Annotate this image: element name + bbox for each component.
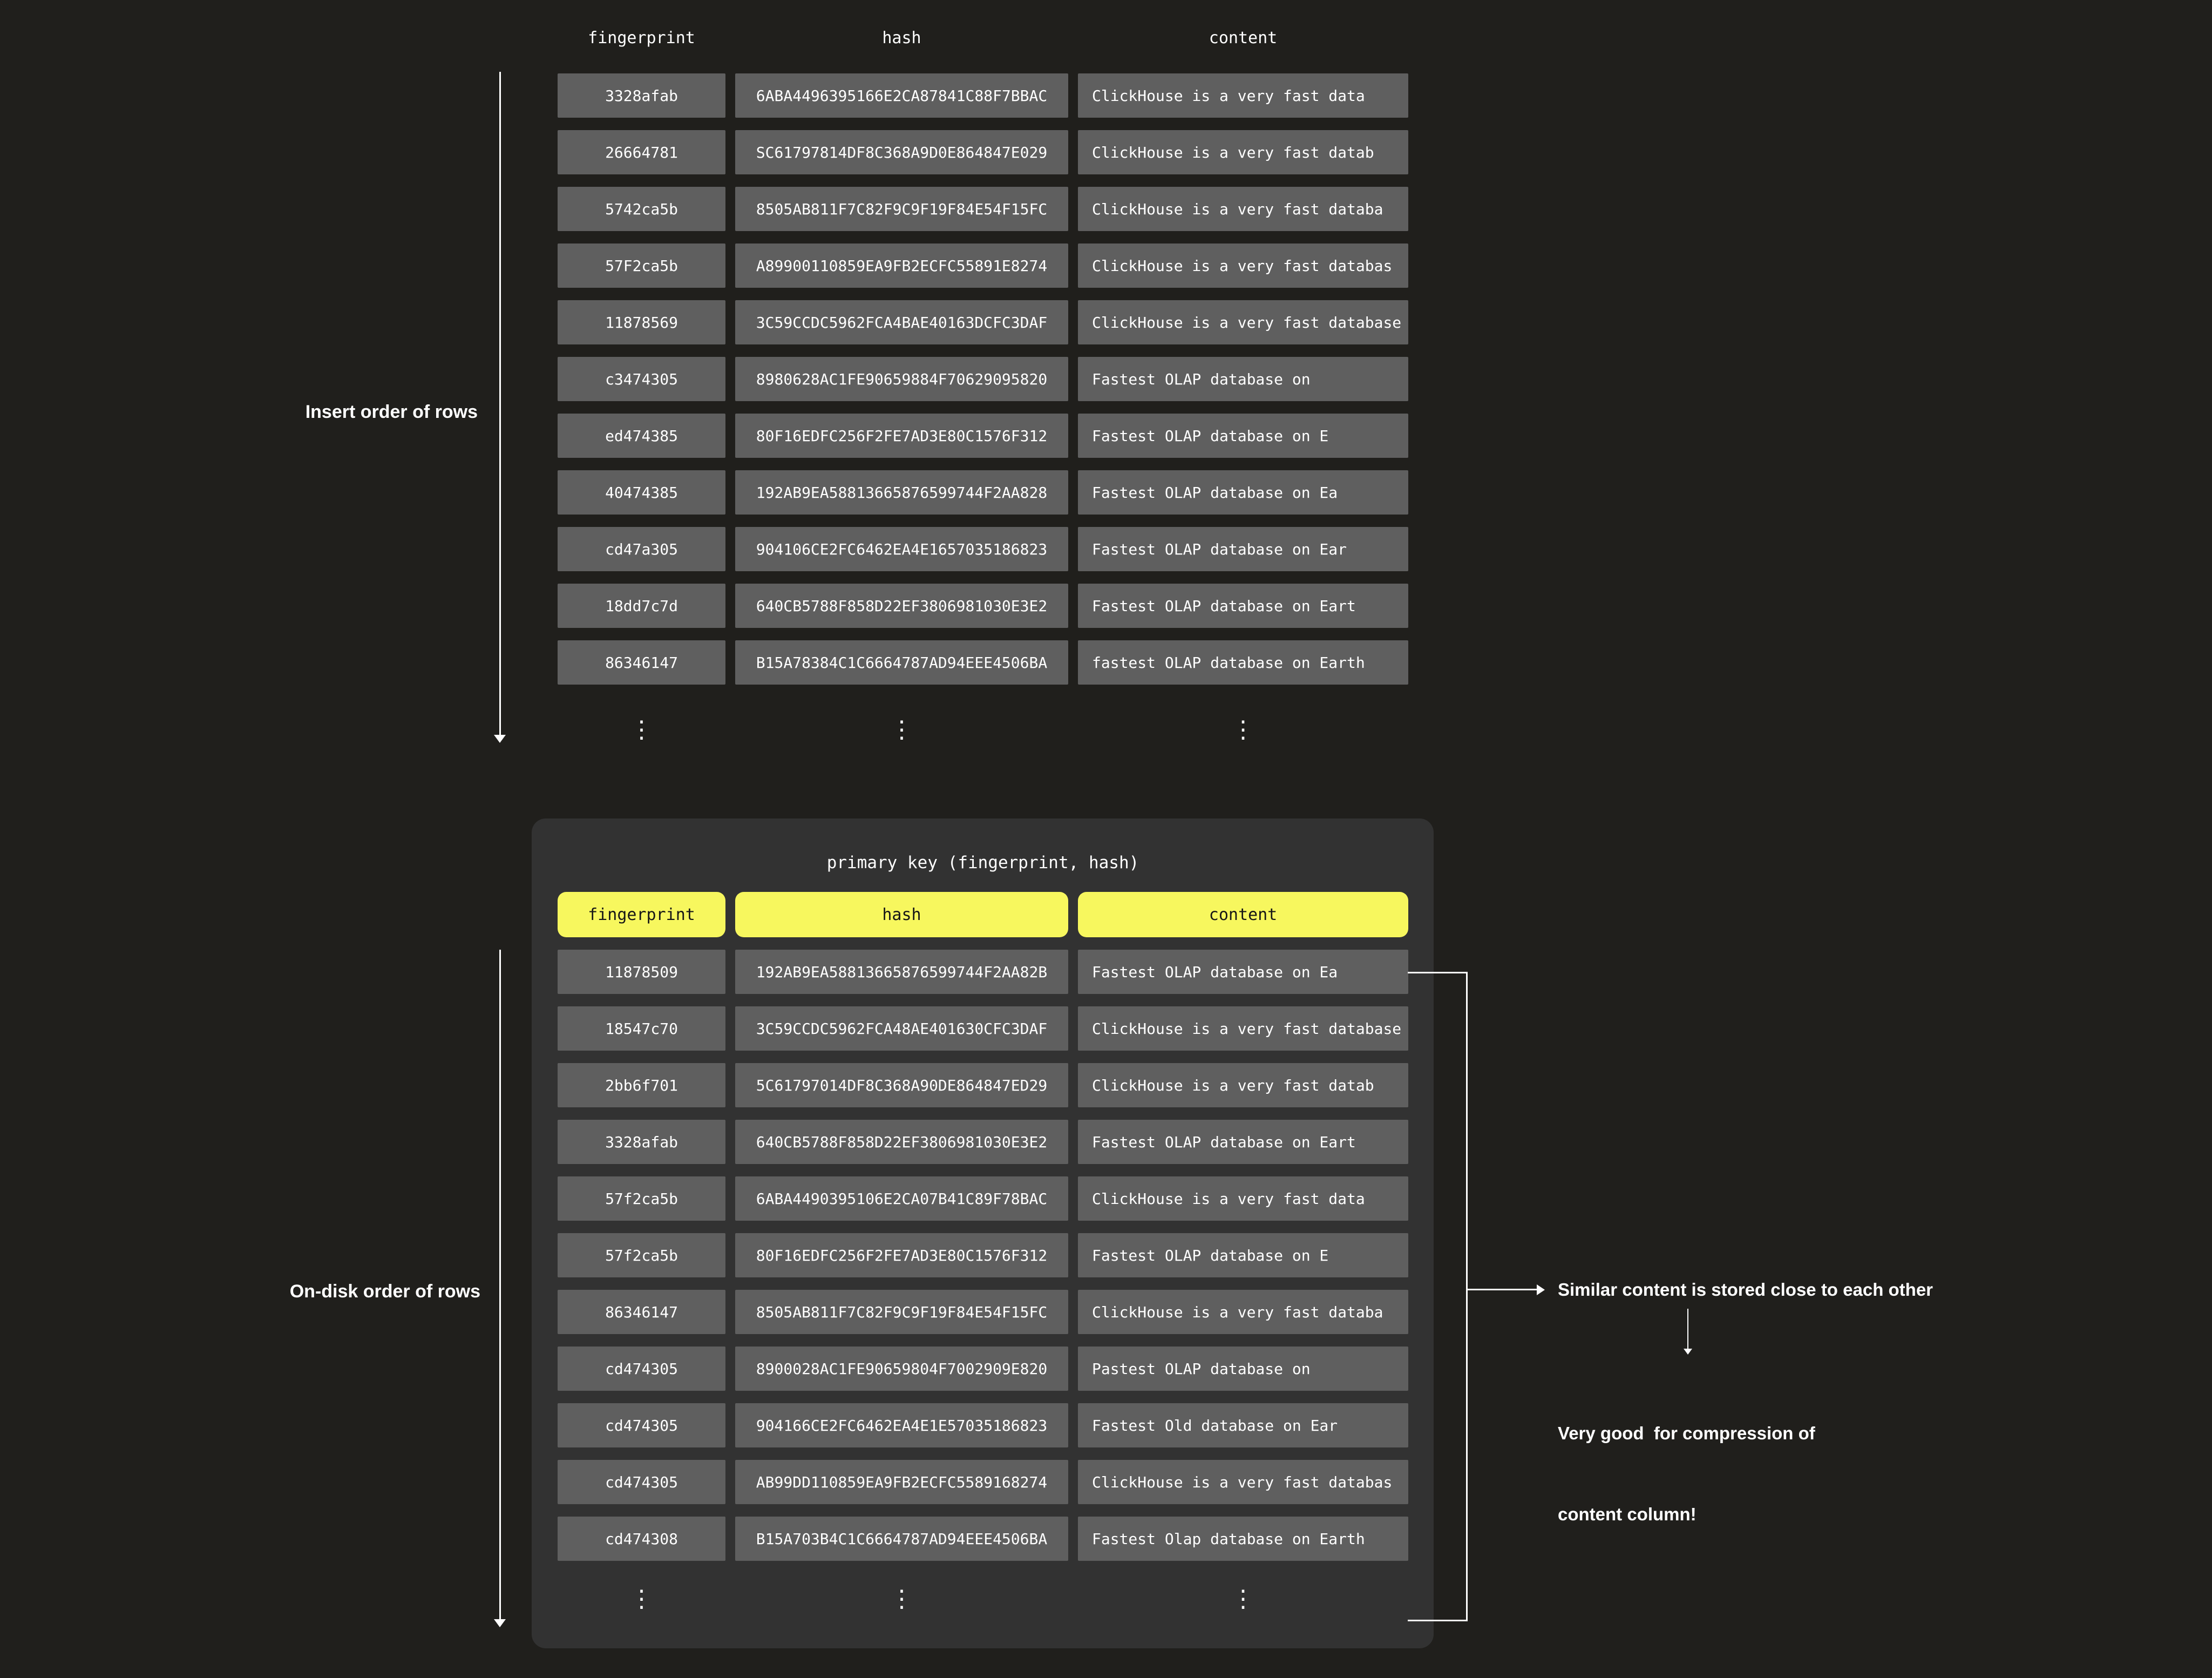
ellipsis-fingerprint: ⋮ <box>629 1585 654 1613</box>
content-cell: ClickHouse is a very fast database <box>1078 1006 1408 1051</box>
content-cell: ClickHouse is a very fast data <box>1078 73 1408 118</box>
hash-cell: 8505AB811F7C82F9C9F19F84E54F15FC <box>735 187 1068 231</box>
fingerprint-cell: c3474305 <box>558 357 725 401</box>
hash-cell: A89900110859EA9FB2ECFC55891E8274 <box>735 243 1068 288</box>
ellipsis-fingerprint: ⋮ <box>629 716 654 743</box>
column-header-content: content <box>1209 28 1278 48</box>
table-row <box>558 1517 1408 1561</box>
compression-arrowhead-icon <box>1684 1349 1692 1355</box>
table-row <box>558 527 1408 571</box>
hash-cell: B15A703B4C1C6664787AD94EEE4506BA <box>735 1517 1068 1561</box>
hash-cell: 640CB5788F858D22EF3806981030E3E2 <box>735 584 1068 628</box>
hash-cell: 6ABA4490395106E2CA07B41C89F78BAC <box>735 1176 1068 1221</box>
hash-cell: 904166CE2FC6462EA4E1E57035186823 <box>735 1403 1068 1447</box>
fingerprint-cell: cd474305 <box>558 1460 725 1504</box>
insert-table-rows <box>558 73 1408 697</box>
ellipsis-hash: ⋮ <box>890 716 914 743</box>
disk-order-arrow-line <box>499 950 501 1619</box>
table-row <box>558 130 1408 174</box>
hash-cell: 904106CE2FC6462EA4E1657035186823 <box>735 527 1068 571</box>
content-cell: ClickHouse is a very fast databa <box>1078 1290 1408 1334</box>
content-cell: ClickHouse is a very fast datab <box>1078 130 1408 174</box>
disk-table-rows <box>558 950 1408 1573</box>
hash-cell: AB99DD110859EA9FB2ECFC5589168274 <box>735 1460 1068 1504</box>
fingerprint-cell: 5742ca5b <box>558 187 725 231</box>
bracket-vertical-line <box>1466 972 1468 1621</box>
fingerprint-cell: cd47a305 <box>558 527 725 571</box>
content-cell: Fastest OLAP database on Eart <box>1078 584 1408 628</box>
content-cell: Fastest OLAP database on <box>1078 357 1408 401</box>
content-cell: Fastest OLAP database on Ear <box>1078 527 1408 571</box>
fingerprint-cell: 86346147 <box>558 1290 725 1334</box>
table-row <box>558 584 1408 628</box>
compression-note-line1: Very good for compression of <box>1558 1423 1815 1443</box>
content-cell: ClickHouse is a very fast databas <box>1078 1460 1408 1504</box>
fingerprint-cell: 11878509 <box>558 950 725 994</box>
content-cell: Fastest OLAP database on Ea <box>1078 470 1408 515</box>
hash-cell: 640CB5788F858D22EF3806981030E3E2 <box>735 1120 1068 1164</box>
hash-cell: B15A78384C1C6664787AD94EEE4506BA <box>735 640 1068 685</box>
ellipsis-content: ⋮ <box>1231 1585 1255 1613</box>
table-row <box>558 300 1408 344</box>
disk-order-arrowhead-icon <box>494 1619 506 1627</box>
table-row <box>558 243 1408 288</box>
fingerprint-cell: 18547c70 <box>558 1006 725 1051</box>
disk-table-header <box>558 892 1408 937</box>
table-row <box>558 950 1408 994</box>
content-cell: fastest OLAP database on Earth <box>1078 640 1408 685</box>
content-cell: ClickHouse is a very fast databas <box>1078 243 1408 288</box>
fingerprint-cell: 40474385 <box>558 470 725 515</box>
hash-cell: 80F16EDFC256F2FE7AD3E80C1576F312 <box>735 414 1068 458</box>
hash-cell: 80F16EDFC256F2FE7AD3E80C1576F312 <box>735 1233 1068 1277</box>
hash-cell: 6ABA4496395166E2CA87841C88F7BBAC <box>735 73 1068 118</box>
bracket-top-stub <box>1408 972 1468 973</box>
ellipsis-content: ⋮ <box>1231 716 1255 743</box>
table-row <box>558 1347 1408 1391</box>
table-row <box>558 1063 1408 1107</box>
content-cell: ClickHouse is a very fast database <box>1078 300 1408 344</box>
key-column-hash: hash <box>735 892 1068 937</box>
content-cell: Fastest Olap database on Earth <box>1078 1517 1408 1561</box>
fingerprint-cell: 3328afab <box>558 1120 725 1164</box>
content-cell: ClickHouse is a very fast datab <box>1078 1063 1408 1107</box>
insert-order-label: Insert order of rows <box>305 402 478 422</box>
fingerprint-cell: cd474308 <box>558 1517 725 1561</box>
table-row <box>558 1006 1408 1051</box>
content-cell: Fastest OLAP database on E <box>1078 414 1408 458</box>
insert-table-ellipsis <box>558 713 1408 747</box>
fingerprint-cell: 2bb6f701 <box>558 1063 725 1107</box>
table-row <box>558 73 1408 118</box>
hash-cell: 192AB9EA58813665876599744F2AA82B <box>735 950 1068 994</box>
disk-table-ellipsis <box>558 1582 1408 1616</box>
fingerprint-cell: 18dd7c7d <box>558 584 725 628</box>
similar-content-note: Similar content is stored close to each other <box>1558 1280 1933 1300</box>
hash-cell: 8980628AC1FE90659884F70629095820 <box>735 357 1068 401</box>
table-row <box>558 1176 1408 1221</box>
content-cell: Pastest OLAP database on <box>1078 1347 1408 1391</box>
table-row <box>558 1460 1408 1504</box>
table-row <box>558 1290 1408 1334</box>
table-row <box>558 1120 1408 1164</box>
content-cell: ClickHouse is a very fast databa <box>1078 187 1408 231</box>
key-column-content: content <box>1078 892 1408 937</box>
fingerprint-cell: 26664781 <box>558 130 725 174</box>
column-header-hash: hash <box>882 28 921 48</box>
hash-cell: 8900028AC1FE90659804F7002909E820 <box>735 1347 1068 1391</box>
fingerprint-cell: cd474305 <box>558 1403 725 1447</box>
fingerprint-cell: 86346147 <box>558 640 725 685</box>
content-cell: Fastest OLAP database on E <box>1078 1233 1408 1277</box>
disk-order-label: On-disk order of rows <box>289 1281 480 1302</box>
similar-arrow-line <box>1468 1289 1537 1290</box>
fingerprint-cell: 57f2ca5b <box>558 1176 725 1221</box>
hash-cell: SC61797814DF8C368A9D0E864847E029 <box>735 130 1068 174</box>
column-header-fingerprint: fingerprint <box>588 28 695 48</box>
fingerprint-cell: cd474305 <box>558 1347 725 1391</box>
hash-cell: 3C59CCDC5962FCA4BAE40163DCFC3DAF <box>735 300 1068 344</box>
insert-table-header <box>558 25 1408 51</box>
fingerprint-cell: 57f2ca5b <box>558 1233 725 1277</box>
ellipsis-hash: ⋮ <box>890 1585 914 1613</box>
compression-note <box>1558 1366 1815 1582</box>
fingerprint-cell: 11878569 <box>558 300 725 344</box>
similar-arrowhead-icon <box>1537 1284 1545 1295</box>
table-row <box>558 1403 1408 1447</box>
key-column-fingerprint: fingerprint <box>558 892 725 937</box>
insert-order-arrow-line <box>499 72 501 735</box>
insert-order-arrowhead-icon <box>494 735 506 743</box>
hash-cell: 192AB9EA58813665876599744F2AA828 <box>735 470 1068 515</box>
compression-arrow-line <box>1687 1309 1688 1350</box>
table-row <box>558 414 1408 458</box>
hash-cell: 5C61797014DF8C368A90DE864847ED29 <box>735 1063 1068 1107</box>
content-cell: Fastest OLAP database on Ea <box>1078 950 1408 994</box>
hash-cell: 3C59CCDC5962FCA48AE401630CFC3DAF <box>735 1006 1068 1051</box>
content-cell: Fastest Old database on Ear <box>1078 1403 1408 1447</box>
table-row <box>558 640 1408 685</box>
bracket-bottom-stub <box>1408 1620 1468 1621</box>
fingerprint-cell: ed474385 <box>558 414 725 458</box>
primary-key-title: primary key (fingerprint, hash) <box>826 853 1139 872</box>
table-row <box>558 470 1408 515</box>
table-row <box>558 357 1408 401</box>
table-row <box>558 1233 1408 1277</box>
hash-cell: 8505AB811F7C82F9C9F19F84E54F15FC <box>735 1290 1068 1334</box>
table-row <box>558 187 1408 231</box>
compression-note-line2: content column! <box>1558 1504 1697 1524</box>
fingerprint-cell: 57F2ca5b <box>558 243 725 288</box>
content-cell: Fastest OLAP database on Eart <box>1078 1120 1408 1164</box>
fingerprint-cell: 3328afab <box>558 73 725 118</box>
content-cell: ClickHouse is a very fast data <box>1078 1176 1408 1221</box>
